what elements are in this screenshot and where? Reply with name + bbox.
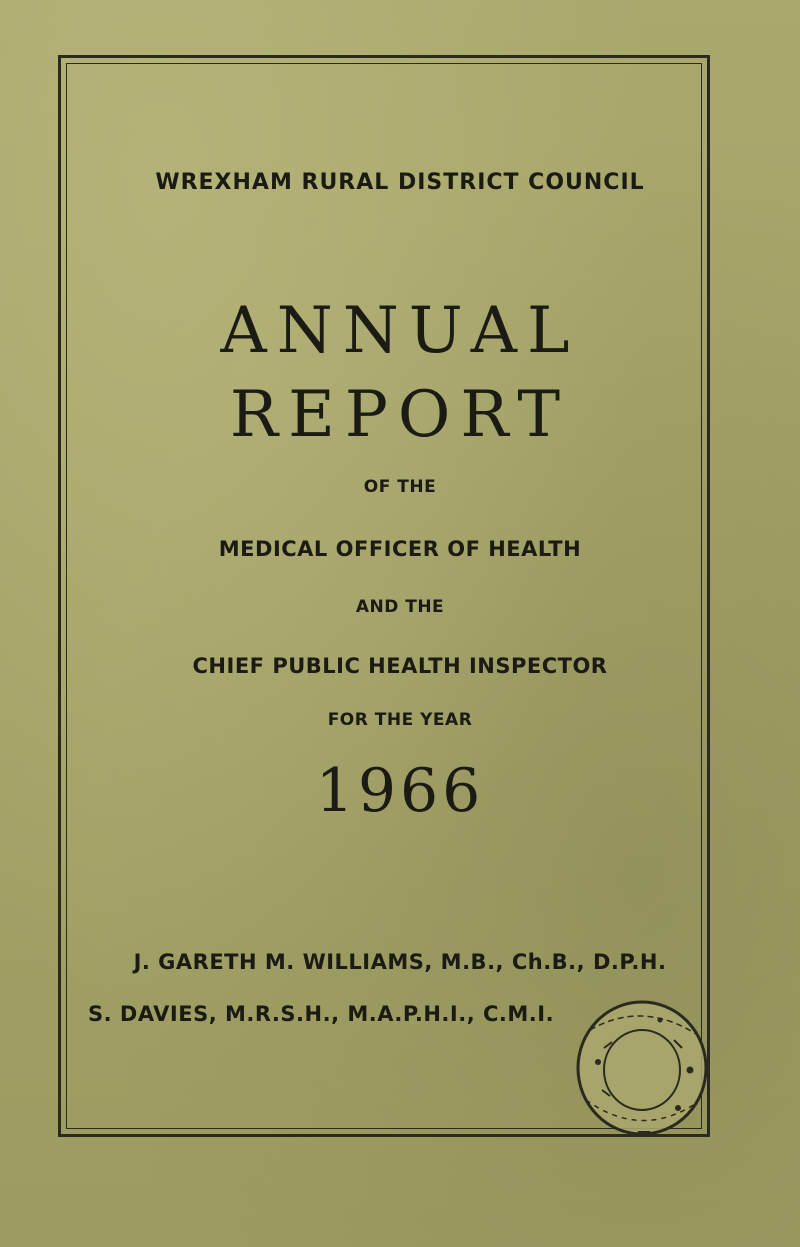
for-the-year-text: FOR THE YEAR <box>327 710 473 730</box>
report-year: 1966 <box>315 756 485 826</box>
chief-inspector-title: CHIEF PUBLIC HEALTH INSPECTOR <box>192 654 608 678</box>
title-annual: ANNUAL <box>220 294 580 368</box>
medical-officer-title: MEDICAL OFFICER OF HEALTH <box>218 537 582 561</box>
and-the-text: AND THE <box>355 597 445 617</box>
council-name: WREXHAM RURAL DISTRICT COUNCIL <box>155 170 645 195</box>
author-health-inspector: S. DAVIES, M.R.S.H., M.A.P.H.I., C.M.I. <box>88 1002 555 1026</box>
title-report: REPORT <box>229 378 571 452</box>
author-medical-officer: J. GARETH M. WILLIAMS, M.B., Ch.B., D.P.H. <box>133 950 667 974</box>
library-stamp-icon <box>550 990 720 1150</box>
of-the-text: OF THE <box>363 477 437 497</box>
